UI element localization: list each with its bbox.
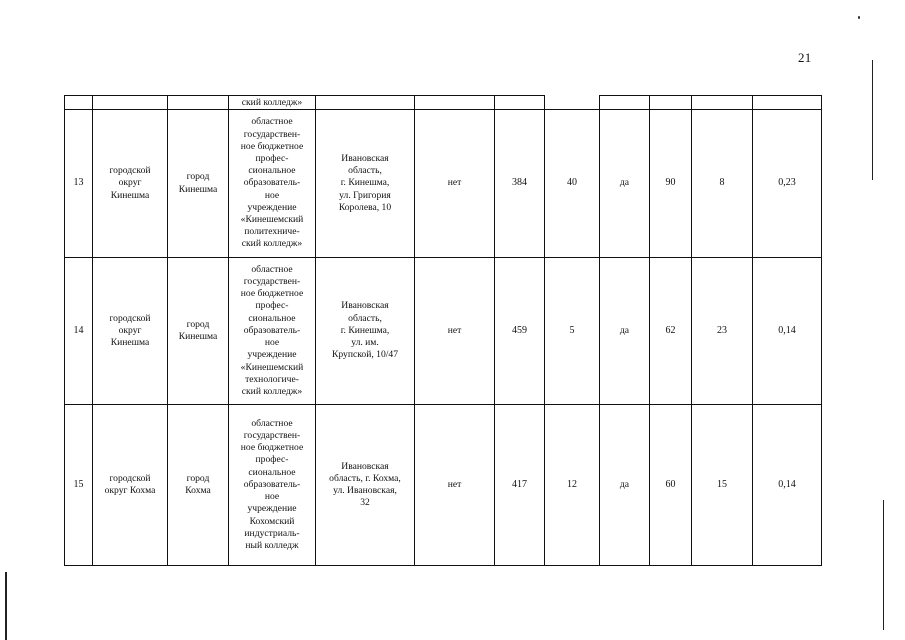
cell-address: Ивановская область, г. Кохма, ул. Ивановская, 32 [316, 405, 415, 566]
cell-c10: 90 [650, 110, 692, 258]
cell-c9: да [600, 110, 650, 258]
table-row [65, 405, 822, 566]
cell-c10: 62 [650, 258, 692, 405]
cell-c10 [650, 96, 692, 110]
cell-row-number: 14 [65, 258, 93, 405]
cell-institution: областное государствен- ное бюджетное профес- сиональное образователь- ное учреждение «Кинешемский технологиче- ский колледж» [229, 258, 316, 405]
cell-row-number: 15 [65, 405, 93, 566]
cell-c11 [692, 96, 753, 110]
cell-c11: 15 [692, 405, 753, 566]
scan-edge-line-right-lower [883, 500, 884, 630]
cell-settlement: город Кинешма [168, 110, 229, 258]
cell-c11: 8 [692, 110, 753, 258]
cell-c12: 0,14 [753, 258, 822, 405]
cell-district: городской округ Кохма [93, 405, 168, 566]
cell-settlement: город Кинешма [168, 258, 229, 405]
cell-address [316, 96, 415, 110]
cell-institution: областное государствен- ное бюджетное профес- сиональное образователь- ное учреждение «Кинешемский политехниче- ский колледж» [229, 110, 316, 258]
cell-c8: 12 [545, 405, 600, 566]
cell-c7 [495, 96, 545, 110]
cell-settlement [168, 96, 229, 110]
cell-c12 [753, 96, 822, 110]
cell-c7: 459 [495, 258, 545, 405]
cell-address: Ивановская область, г. Кинешма, ул. им. Крупской, 10/47 [316, 258, 415, 405]
cell-c6 [415, 96, 495, 110]
cell-address: Ивановская область, г. Кинешма, ул. Григория Королева, 10 [316, 110, 415, 258]
cell-institution-continuation: ский колледж» [229, 96, 316, 110]
cell-c12: 0,23 [753, 110, 822, 258]
cell-c8 [545, 96, 600, 110]
page-number: 21 [798, 50, 812, 65]
cell-c6: нет [415, 258, 495, 405]
scan-edge-line-left [5, 572, 7, 640]
registry-table [64, 95, 822, 566]
table-row [65, 258, 822, 405]
table-row [65, 110, 822, 258]
cell-district: городской округ Кинешма [93, 258, 168, 405]
cell-c12: 0,14 [753, 405, 822, 566]
cell-c7: 417 [495, 405, 545, 566]
cell-c8: 40 [545, 110, 600, 258]
scan-edge-line-right [872, 60, 873, 180]
continuation-row [65, 96, 822, 110]
cell-c7: 384 [495, 110, 545, 258]
cell-c6: нет [415, 110, 495, 258]
cell-district: городской округ Кинешма [93, 110, 168, 258]
cell-c10: 60 [650, 405, 692, 566]
scan-speck [858, 16, 860, 19]
cell-c9: да [600, 405, 650, 566]
cell-settlement: город Кохма [168, 405, 229, 566]
cell-c11: 23 [692, 258, 753, 405]
cell-c6: нет [415, 405, 495, 566]
cell-row-number: 13 [65, 110, 93, 258]
cell-district [93, 96, 168, 110]
cell-c8: 5 [545, 258, 600, 405]
cell-no [65, 96, 93, 110]
cell-c9 [600, 96, 650, 110]
cell-c9: да [600, 258, 650, 405]
cell-institution: областное государствен- ное бюджетное профес- сиональное образователь- ное учреждение Кохомский индустриаль- ный колледж [229, 405, 316, 566]
